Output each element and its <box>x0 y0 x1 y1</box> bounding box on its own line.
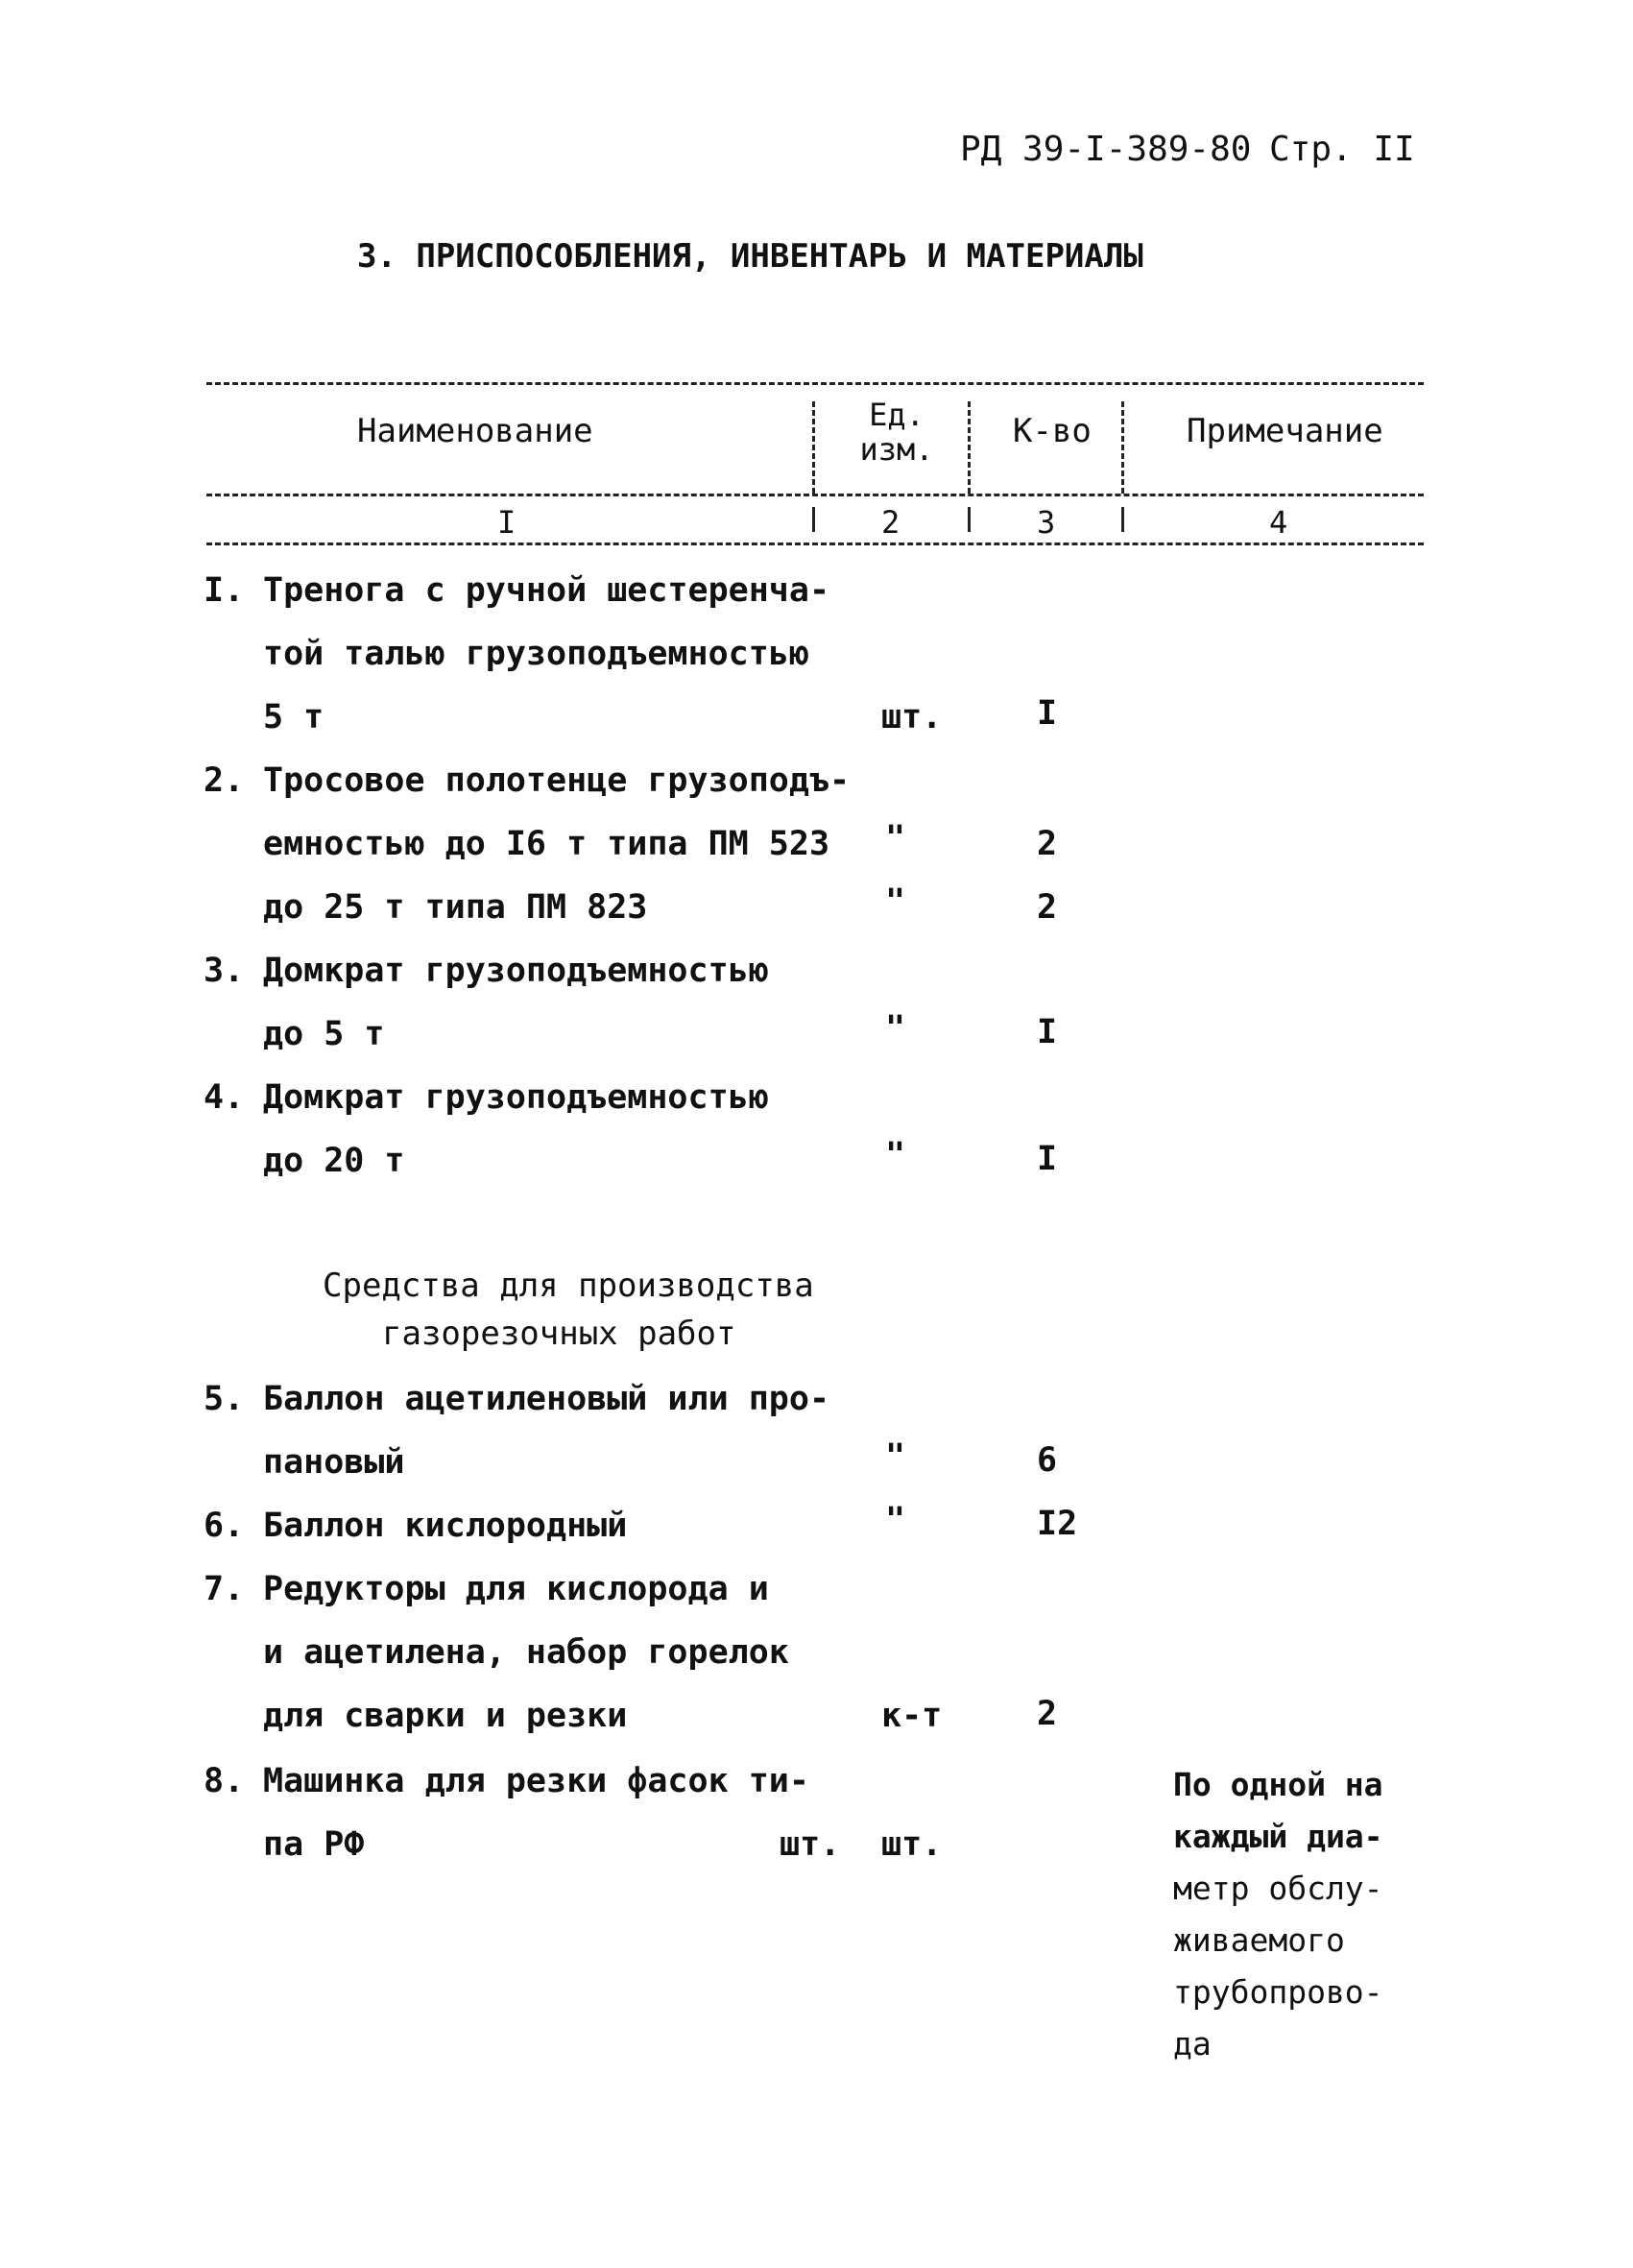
header-name: Наименование <box>357 412 593 450</box>
item-unit: " <box>885 1009 906 1048</box>
item-note-line: По одной на <box>1173 1766 1383 1803</box>
item-qty: 2 <box>1037 825 1058 863</box>
item-name-line: Домкрат грузоподъемностью <box>263 1078 769 1117</box>
item-qty: 2 <box>1037 888 1058 927</box>
section-title: 3. ПРИСПОСОБЛЕНИЯ, ИНВЕНТАРЬ И МАТЕРИАЛЫ <box>357 237 1143 276</box>
page-number: Стр. II <box>1269 130 1415 169</box>
col-separator-1 <box>812 401 815 494</box>
item-unit: шт. <box>881 698 943 736</box>
header-unit: Ед. изм. <box>859 397 934 468</box>
item-number: 2. <box>204 761 245 800</box>
header-note: Примечание <box>1187 412 1383 450</box>
item-note-line: каждый диа- <box>1173 1818 1383 1855</box>
item-note-line: трубопрово- <box>1173 1973 1383 2011</box>
number-row-bottom-rule <box>206 543 1424 545</box>
document-code: РД 39-I-389-80 <box>960 130 1252 169</box>
item-unit: " <box>885 882 906 921</box>
col-number-4: 4 <box>1269 504 1288 541</box>
header-qty: К-во <box>1013 412 1092 450</box>
subsection-title: Средства для производства <box>323 1267 814 1305</box>
item-name-line: Баллон кислородный <box>263 1507 628 1545</box>
item-qty: I <box>1037 1013 1058 1051</box>
item-name-line: Редукторы для кислорода и <box>263 1570 769 1608</box>
item-extra-unit: шт. <box>780 1825 841 1864</box>
col-separator-3 <box>1121 401 1124 494</box>
item-name-line: Баллон ацетиленовый или про- <box>263 1380 830 1418</box>
item-qty: 6 <box>1037 1441 1058 1480</box>
item-number: 4. <box>204 1078 245 1117</box>
item-name-line: Домкрат грузоподъемностью <box>263 952 769 990</box>
header-bottom-rule <box>206 494 1424 496</box>
item-name-line: Тросовое полотенце грузоподъ- <box>263 761 851 800</box>
item-unit: " <box>885 1136 906 1174</box>
col-separator-2 <box>968 401 971 494</box>
item-name-line: до 20 т <box>263 1142 405 1180</box>
col-number-3: 3 <box>1037 504 1056 541</box>
item-name-line: и ацетилена, набор горелок <box>263 1633 789 1672</box>
item-number: 7. <box>204 1570 245 1608</box>
item-unit: " <box>885 1501 906 1539</box>
item-number: 6. <box>204 1507 245 1545</box>
table-top-rule <box>206 382 1424 385</box>
item-unit: шт. <box>881 1825 943 1864</box>
item-qty: I <box>1037 694 1058 733</box>
item-note-line: да <box>1173 2025 1212 2063</box>
item-note-line: метр обслу- <box>1173 1870 1383 1907</box>
col-number-1: I <box>497 504 516 541</box>
item-name-line: до 5 т <box>263 1015 385 1053</box>
item-name-line: той талью грузоподъемностью <box>263 635 809 673</box>
item-qty: I2 <box>1037 1505 1078 1543</box>
subsection-title: газорезочных работ <box>382 1315 736 1353</box>
item-number: 8. <box>204 1762 245 1800</box>
item-name-line: до 25 т типа ПМ 823 <box>263 888 648 927</box>
item-qty: 2 <box>1037 1695 1058 1733</box>
item-name-line: па РФ <box>263 1825 365 1864</box>
item-note-line: живаемого <box>1173 1921 1345 1959</box>
item-number: 5. <box>204 1380 245 1418</box>
num-separator-1 <box>812 507 815 532</box>
item-qty: I <box>1037 1140 1058 1178</box>
item-unit: " <box>885 1437 906 1476</box>
num-separator-3 <box>1121 507 1124 532</box>
item-number: 3. <box>204 952 245 990</box>
item-unit: " <box>885 819 906 857</box>
item-number: I. <box>204 571 245 610</box>
item-name-line: 5 т <box>263 698 324 736</box>
item-name-line: Машинка для резки фасок ти- <box>263 1762 809 1800</box>
item-name-line: Тренога с ручной шестеренча- <box>263 571 830 610</box>
item-unit: к-т <box>881 1697 943 1735</box>
item-name-line: для сварки и резки <box>263 1697 628 1735</box>
item-name-line: пановый <box>263 1443 405 1482</box>
num-separator-2 <box>968 507 971 532</box>
col-number-2: 2 <box>881 504 901 541</box>
item-name-line: емностью до I6 т типа ПМ 523 <box>263 825 830 863</box>
